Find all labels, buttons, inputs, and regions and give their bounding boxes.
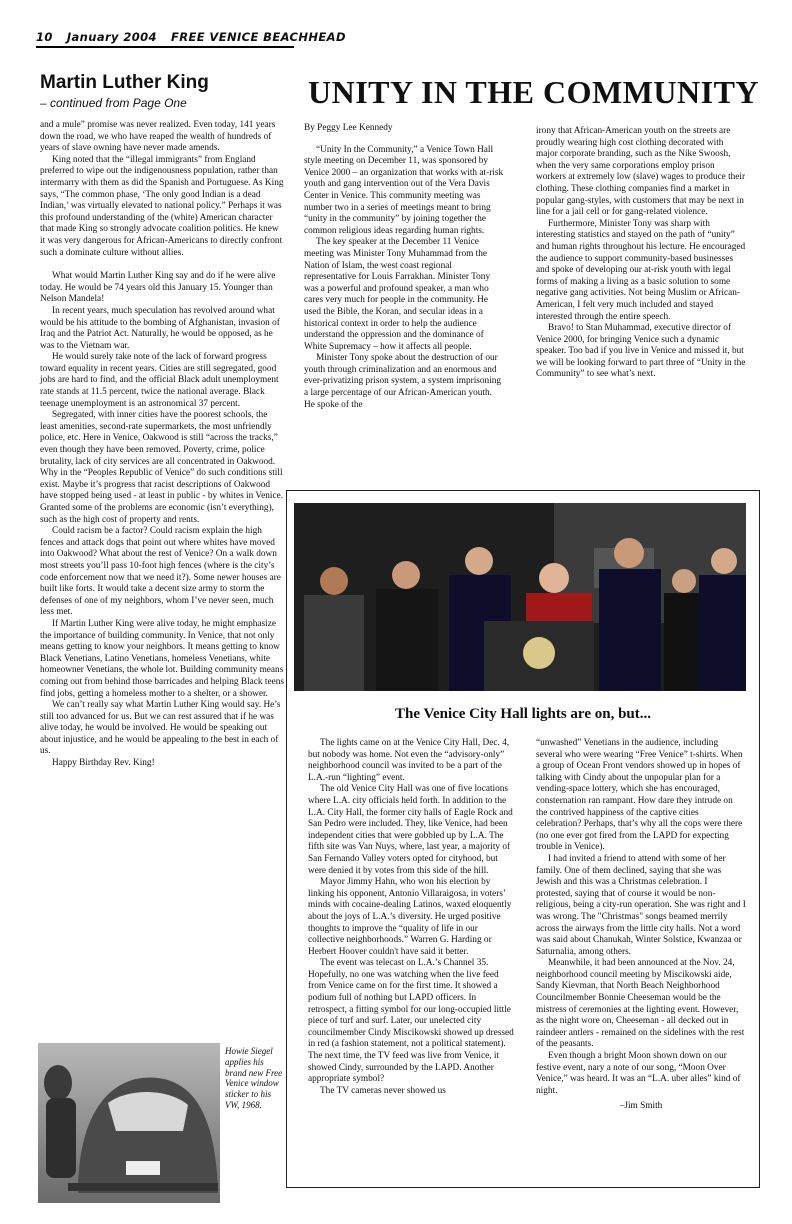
paragraph: The event was telecast on L.A.’s Channel 35. Hopefully, no one was watching when the live feed from Venice came on for the first time. It showed a podium full of nothing but LAPD officers. In retrospect, a fitting symbol for our long-occupied little piece of turf and surf. Later, our unelected city councilmember Cindy Miscikowski showed up dressed in red (a fashion statement, not a political statement). The next time, the TV feed was live from Venice, it showed Cindy, surrounded by the LAPD. Another appropriate symbol? xyxy=(308,958,514,1085)
running-head xyxy=(36,30,346,48)
paragraph: “unwashed” Venetians in the audience, including several who were wearing “Free Venice” t-shirts. When a group of Ocean Front vendors showed up in hopes of talking with Cindy about the unpopular plan for a vending-space lottery, which she has encouraged, consternation ran rampant. How dare they intrude on the contrived happiness of the captive cities celebration? Perhaps, that’s why all the cops were there (no one ever got fired from the LAPD for expecting trouble in Venice). xyxy=(536,738,743,853)
paragraph: I had invited a friend to attend with some of her family. One of them declined, saying that she was Jewish and this was a Christmas celebration. I protested, saying that of course it would be non-religious, being a city-run operation. She was right and I was wrong. The "Christmas" songs beamed merrily across the airways from the little city halls. Not a word was said about Chanukah, Winter Solstice, Kwanzaa or Saturnalia, among others. xyxy=(536,853,746,957)
paragraph: The old Venice City Hall was one of five locations where L.A. city officials held forth. In addition to the L.A. City Hall, the former city halls of Eagle Rock and San Pedro were included. They, like Venice, had been independent cities that were gobbled up by L.A. The fifth site was Van Nuys, where, last year, a majority of San Fernando Valley voters opted for cityhood, but were denied it by votes from this side of the hill. xyxy=(308,784,513,876)
signature: –Jim Smith xyxy=(619,1101,663,1112)
issue-date: January 2004 xyxy=(66,30,157,44)
paragraph: Minister Tony spoke about the destruction of our youth through criminalization and an enormous and ever-privatizing prison system, a system imprisoning a large percentage of our African-American youth. He spoke of the xyxy=(304,353,502,410)
cityhall-column-2 xyxy=(536,738,746,1113)
page-number: 10 xyxy=(36,30,53,44)
paragraph: If Martin Luther King were alive today, he might emphasize the importance of building community. In Venice, that not only means getting to know your neighbors. It means getting to know Black Venetians, Latino Venetians, homeless Venetians, white homeowner Venetians, the whole lot. Building community means coming out from behind those barricades and helping Black teens find jobs, getting a homeless mother to a shelter, or a shower. xyxy=(40,618,284,699)
paragraph: Bravo! to Stan Muhammad, executive director of Venice 2000, for bringing Venice such a dynamic speaker. Too bad if you live in Venice and missed it, but we will be looking forward to part three of “Unity in the Community” to see what’s next. xyxy=(536,323,746,380)
unity-column-2 xyxy=(536,126,746,381)
paragraph: He would surely take note of the lack of forward progress toward equality in recent years. Cities are still segregated, good jobs are hard to find, and the official Black adult unemployment rate stands at 11.5 percent, twice the national average. Black teenage unemployment is an astronomical 37 percent. xyxy=(40,352,279,409)
paragraph: Even though a bright Moon shown down on our festive event, nary a note of our song, “Moon Over Venice,” was heard. It was an “L.A. uber alles” kind of night. xyxy=(536,1051,741,1096)
paragraph: Happy Birthday Rev. King! xyxy=(52,758,155,769)
unity-title: UNITY IN THE COMMUNITY xyxy=(308,74,760,110)
paragraph: Meanwhile, it had been announced at the Nov. 24, neighborhood council meeting by Miscikowski aide, Sandy Kievman, that North Beach Neighborhood Councilmember Bonnie Cheeseman would be the mistress of ceremonies at the lighting event. However, as the night wore on, Cheeseman - all decked out in raindeer antlers - remained on the sidelines with the rest of the peasants. xyxy=(536,958,745,1050)
unity-column-1 xyxy=(304,123,504,411)
cityhall-photo xyxy=(294,503,746,691)
paragraph: Mayor Jimmy Hahn, who won his election by linking his opponent, Antonio Villaraigosa, in voters’ minds with cocaine-dealing Latinos, waxed eloquently about the joys of L.A.’s diversity. He urged positive thoughts to improve the “quality of life in our collective neighborhoods.” Warren G. Harding or Herbert Hoover couldn't have said it better. xyxy=(308,877,512,957)
paragraph: Furthermore, Minister Tony was sharp with interesting statistics and stayed on the path of “unity” and human rights throughout his lecture. He encouraged the audience to support community-based businesses and spoke of developing our at-risk youth with legal forms of making a living as a basic solution to some negative gang activities. Not being Muslim or African-American, I felt very much included and stayed interested through the entire speech. xyxy=(536,218,746,322)
byline: By Peggy Lee Kennedy xyxy=(304,123,393,133)
cityhall-column-1 xyxy=(308,738,514,1097)
mlk-subtitle: – continued from Page One xyxy=(40,96,187,110)
cityhall-headline: The Venice City Hall lights are on, but... xyxy=(395,706,651,722)
paragraph: In recent years, much speculation has revolved around what would be his attitude to the bombing of Afghanistan, invasion of Iraq and the Patriot Act. Naturally, he would be opposed, as he was to the Vietnam war. xyxy=(40,305,280,351)
paragraph: “Unity In the Community,” a Venice Town Hall style meeting on December 11, was sponsored by Venice 2000 – an organization that works with at-risk youth and gang intervention out of the Vera Davis Center in Venice. This community meeting was number two in a series of meetings meant to bring “unity in the community” by joining together the common religious ideas regarding human rights. xyxy=(304,144,504,236)
paper-name: FREE VENICE BEACHHEAD xyxy=(170,30,346,44)
vw-photo-caption: Howie Siegel applies his brand new Free Venice window sticker to his VW, 1968. xyxy=(225,1046,283,1110)
paragraph: The TV cameras never showed us xyxy=(320,1085,446,1096)
paragraph: King noted that the “illegal immigrants” from England preferred to wipe out the indigenousness population, rather than intermarry with them as did the Spanish and Portuguese. As King says, “The common phase, ‘The only good Indian is a dead Indian,’ was virtually elevated to national policy.” Perhaps it was this profound understanding of the (white) American character that made King so strongly advocate coalition politics. He knew it was very dangerous for African-Americans to directly confront such a dominate culture without allies. xyxy=(40,154,284,258)
vw-photo xyxy=(38,1043,220,1203)
mlk-article xyxy=(40,120,284,770)
paragraph: The lights came on at the Venice City Hall, Dec. 4, but nobody was home. Not even the “advisory-only” neighborhood council was invited to be a part of the L.A.-run “lighting” event. xyxy=(308,738,510,783)
paragraph: irony that African-American youth on the streets are proudly wearing high cost clothing decorated with major corporate branding, such as the Nike Swoosh, when the very same corporations employ prison workers at extremely low (slave) wages to produce their clothing. These clothing companies find a market in popular gang-styles, with customers that may be next in line for a jail cell or for gang-related violence. xyxy=(536,126,746,218)
mlk-title: Martin Luther King xyxy=(40,72,209,93)
paragraph: Segregated, with inner cities have the poorest schools, the least amenities, second-rate supermarkets, the most unfriendly police, etc. Here in Venice, Oakwood is still “across the tracks,” even though they have been removed. Poverty, crime, police brutality, lack of city services are all concentrated in Oakwood. Why in the “Peoples Republic of Venice” do such conditions still exist. Maybe it’s progress that racist descriptions of Oakwood have stopped being used - at least in public - by whites in Venice. Granted some of the problems are economic (isn’t everything), such as the high cost of property and rents. xyxy=(40,410,284,525)
paragraph: We can’t really say what Martin Luther King would say. He’s still too advanced for us. But we can rest assured that if he was alive today, he would be involved. He would be speaking out about injustice, and he would be appealing to the best in each of us. xyxy=(40,700,281,757)
paragraph: and a mule” promise was never realized. Even today, 141 years down the road, we who have reaped the wealth of hundreds of years of slave owning have never made amends. xyxy=(40,120,276,154)
paragraph: Could racism be a factor? Could racism explain the high fences and attack dogs that point out where whites have moved into Oakwood? What about the rest of Venice? On a walk down most streets you’ll pass 10-foot high fences (where is the city’s code enforcement now that we need it?). Some newer houses are built like forts. It would take a decent size army to storm the defenses of one of my neighbors, whom I’ve never seen, much less met. xyxy=(40,526,281,618)
paragraph: The key speaker at the December 11 Venice meeting was Minister Tony Muhammad from the Nation of Islam, the west coast regional representative for Louis Farrakhan. Minister Tony was a powerful and profound speaker, a man who cares very much for people in the community. He used the Bible, the Koran, and secular ideas in a historical context in order to help the audience understand the oppression and the dominance of White Supremacy – how it affects all people. xyxy=(304,237,491,352)
paragraph: What would Martin Luther King say and do if he were alive today. He would be 74 years old this January 15. Younger than Nelson Mandela! xyxy=(40,271,276,305)
